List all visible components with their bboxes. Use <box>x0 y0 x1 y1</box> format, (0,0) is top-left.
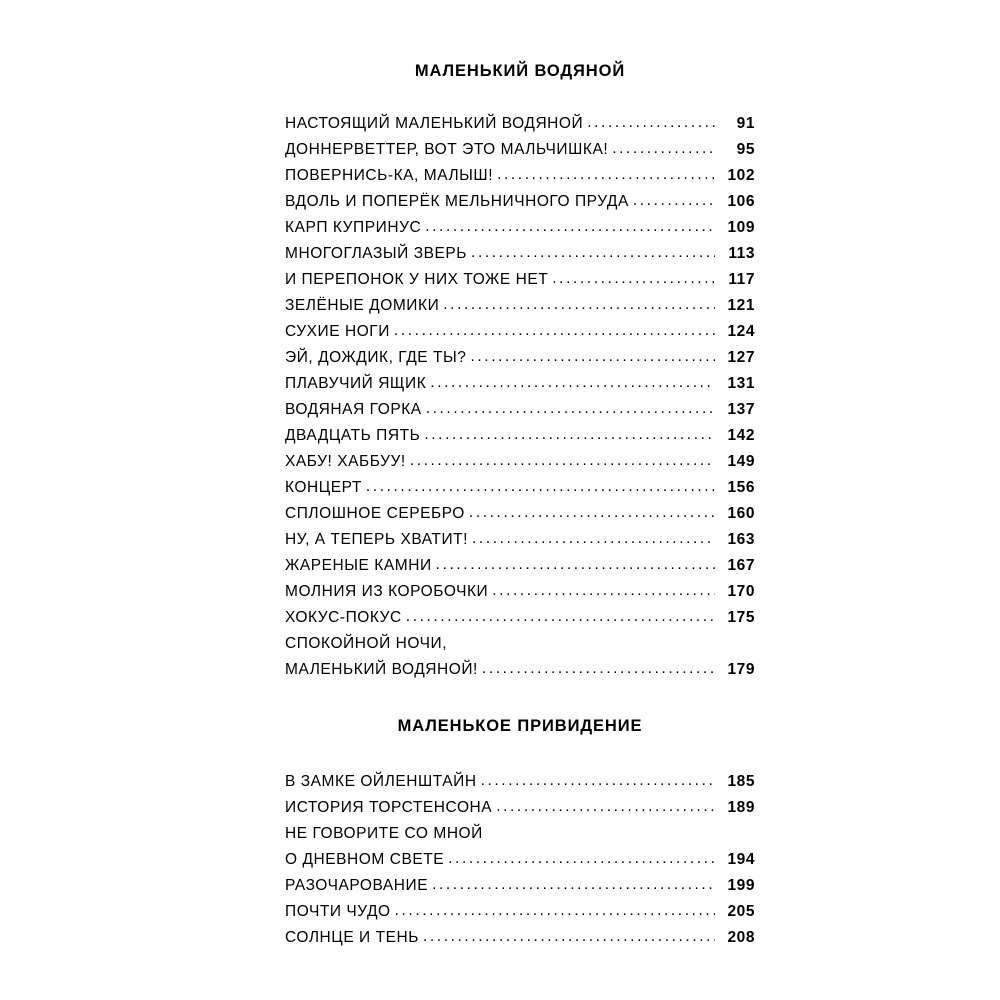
toc-entry-title-line1: СПОКОЙНОЙ НОЧИ, <box>285 635 448 652</box>
toc-entry-page: 185 <box>727 773 755 790</box>
leader-dots <box>395 903 715 925</box>
toc-entry-page: 160 <box>727 505 755 522</box>
toc-entry[interactable] <box>285 475 755 501</box>
toc-entry-page: 91 <box>736 115 755 132</box>
toc-entry[interactable] <box>285 769 755 795</box>
toc-entry-title-line1: НЕ ГОВОРИТЕ СО МНОЙ <box>285 825 483 842</box>
toc-entry-page: 131 <box>727 375 755 392</box>
leader-dots <box>430 375 715 397</box>
leader-dots <box>471 245 715 267</box>
leader-dots <box>443 297 715 319</box>
toc-entry-page: 163 <box>727 531 755 548</box>
toc-entry[interactable] <box>285 847 755 873</box>
toc-entry-page: 205 <box>727 903 755 920</box>
leader-dots <box>470 349 715 371</box>
section-heading-malenkoe-privideniye: МАЛЕНЬКОЕ ПРИВИДЕНИЕ <box>397 717 643 735</box>
leader-dots <box>432 877 715 899</box>
leader-dots <box>633 193 715 215</box>
toc-entry-page: 95 <box>736 141 755 158</box>
toc-entry[interactable] <box>285 925 755 951</box>
leader-dots <box>492 583 715 605</box>
leader-dots <box>469 505 715 527</box>
toc-entry-title: И ПЕРЕПОНОК У НИХ ТОЖЕ НЕТ <box>285 271 549 288</box>
toc-entry-title: НАСТОЯЩИЙ МАЛЕНЬКИЙ ВОДЯНОЙ <box>285 115 584 132</box>
leader-dots <box>496 799 715 821</box>
toc-entry-page: 109 <box>727 219 755 236</box>
toc-entry-page: 117 <box>728 271 755 288</box>
toc-entry-title: В ЗАМКЕ ОЙЛЕНШТАЙН <box>285 773 477 790</box>
toc-entry-page: 167 <box>727 557 755 574</box>
toc-entry-title: НУ, А ТЕПЕРЬ ХВАТИТ! <box>285 531 469 548</box>
toc-entry-title: ХАБУ! ХАББУУ! <box>285 453 406 470</box>
leader-dots <box>552 271 715 293</box>
toc-entry-title: МАЛЕНЬКИЙ ВОДЯНОЙ! <box>285 661 478 678</box>
toc-entry-title: ПОЧТИ ЧУДО <box>285 903 391 920</box>
toc-entry-page: 208 <box>727 929 755 946</box>
toc-entry[interactable] <box>285 137 755 163</box>
toc-entry[interactable] <box>285 397 755 423</box>
toc-entry-title: КАРП КУПРИНУС <box>285 219 422 236</box>
toc-entry-page: 175 <box>727 609 755 626</box>
toc-entry-title: СОЛНЦЕ И ТЕНЬ <box>285 929 419 946</box>
toc-entry-title: СПЛОШНОЕ СЕРЕБРО <box>285 505 465 522</box>
leader-dots <box>482 661 715 683</box>
toc-entry[interactable] <box>285 163 755 189</box>
section-entries-malenkoe-privideniye <box>285 769 755 951</box>
toc-entry[interactable] <box>285 657 755 683</box>
leader-dots <box>497 167 715 189</box>
leader-dots <box>587 115 715 137</box>
toc-entry-page: 142 <box>727 427 755 444</box>
toc-entry-title: ЖАРЕНЫЕ КАМНИ <box>285 557 432 574</box>
leader-dots <box>410 453 715 475</box>
toc-entry[interactable] <box>285 423 755 449</box>
leader-dots <box>472 531 715 553</box>
toc-entry[interactable] <box>285 319 755 345</box>
toc-entry-title: РАЗОЧАРОВАНИЕ <box>285 877 429 894</box>
leader-dots <box>423 929 715 951</box>
toc-entry-title: МОЛНИЯ ИЗ КОРОБОЧКИ <box>285 583 489 600</box>
toc-entry-title: МНОГОГЛАЗЫЙ ЗВЕРЬ <box>285 245 468 262</box>
toc-entry[interactable] <box>285 293 755 319</box>
toc-entry-title: ИСТОРИЯ ТОРСТЕНСОНА <box>285 799 493 816</box>
leader-dots <box>366 479 715 501</box>
toc-entry-page: 170 <box>727 583 755 600</box>
toc-entry-page: 194 <box>727 851 755 868</box>
toc-entry-page: 124 <box>727 323 755 340</box>
toc-entry[interactable] <box>285 795 755 821</box>
toc-entry-page: 199 <box>727 877 755 894</box>
toc-entry[interactable] <box>285 527 755 553</box>
leader-dots <box>481 773 715 795</box>
leader-dots <box>448 851 715 873</box>
toc-entry-page: 179 <box>727 661 755 678</box>
toc-entry-page: 113 <box>728 245 755 262</box>
toc-entry[interactable] <box>285 899 755 925</box>
section-entries-malenkiy-vodyanoy <box>285 111 755 683</box>
leader-dots <box>426 401 715 423</box>
toc-entry[interactable] <box>285 111 755 137</box>
toc-entry[interactable] <box>285 501 755 527</box>
toc-entry-title: ВОДЯНАЯ ГОРКА <box>285 401 422 418</box>
toc-entry-page: 106 <box>727 193 755 210</box>
toc-entry[interactable] <box>285 215 755 241</box>
toc-entry[interactable] <box>285 579 755 605</box>
toc-entry-page: 127 <box>727 349 755 366</box>
toc-entry-title: КОНЦЕРТ <box>285 479 362 496</box>
toc-entry-title: О ДНЕВНОМ СВЕТЕ <box>285 851 445 868</box>
toc-entry-page: 137 <box>727 401 755 418</box>
toc-entry[interactable] <box>285 267 755 293</box>
toc-entry-title: ПОВЕРНИСЬ-КА, МАЛЫШ! <box>285 167 494 184</box>
toc-entry-title: СУХИЕ НОГИ <box>285 323 390 340</box>
toc-entry[interactable] <box>285 345 755 371</box>
toc-entry[interactable] <box>285 449 755 475</box>
toc-entry-title: ДОННЕРВЕТТЕР, ВОТ ЭТО МАЛЬЧИШКА! <box>285 141 609 158</box>
toc-entry-title: ХОКУС-ПОКУС <box>285 609 402 626</box>
toc-entry[interactable] <box>285 189 755 215</box>
leader-dots <box>406 609 715 631</box>
toc-entry-page: 149 <box>727 453 755 470</box>
toc-entry[interactable] <box>285 371 755 397</box>
toc-entry[interactable] <box>285 553 755 579</box>
toc-entry-title: ВДОЛЬ И ПОПЕРЁК МЕЛЬНИЧНОГО ПРУДА <box>285 193 629 210</box>
toc-entry[interactable] <box>285 873 755 899</box>
leader-dots <box>612 141 715 163</box>
toc-entry-title: ДВАДЦАТЬ ПЯТЬ <box>285 427 421 444</box>
toc-entry-page: 189 <box>727 799 755 816</box>
toc-entry-title: ПЛАВУЧИЙ ЯЩИК <box>285 375 427 392</box>
toc-entry-page: 156 <box>727 479 755 496</box>
toc-entry[interactable] <box>285 241 755 267</box>
section-heading-malenkiy-vodyanoy: МАЛЕНЬКИЙ ВОДЯНОЙ <box>414 62 626 80</box>
toc-entry-title: ЭЙ, ДОЖДИК, ГДЕ ТЫ? <box>285 349 467 366</box>
leader-dots <box>436 557 715 579</box>
leader-dots <box>394 323 715 345</box>
table-of-contents <box>285 62 755 951</box>
toc-entry-page: 102 <box>727 167 755 184</box>
toc-entry[interactable] <box>285 605 755 631</box>
leader-dots <box>424 427 715 449</box>
toc-entry-page: 121 <box>727 297 755 314</box>
toc-entry-title: ЗЕЛЁНЫЕ ДОМИКИ <box>285 297 440 314</box>
leader-dots <box>425 219 715 241</box>
